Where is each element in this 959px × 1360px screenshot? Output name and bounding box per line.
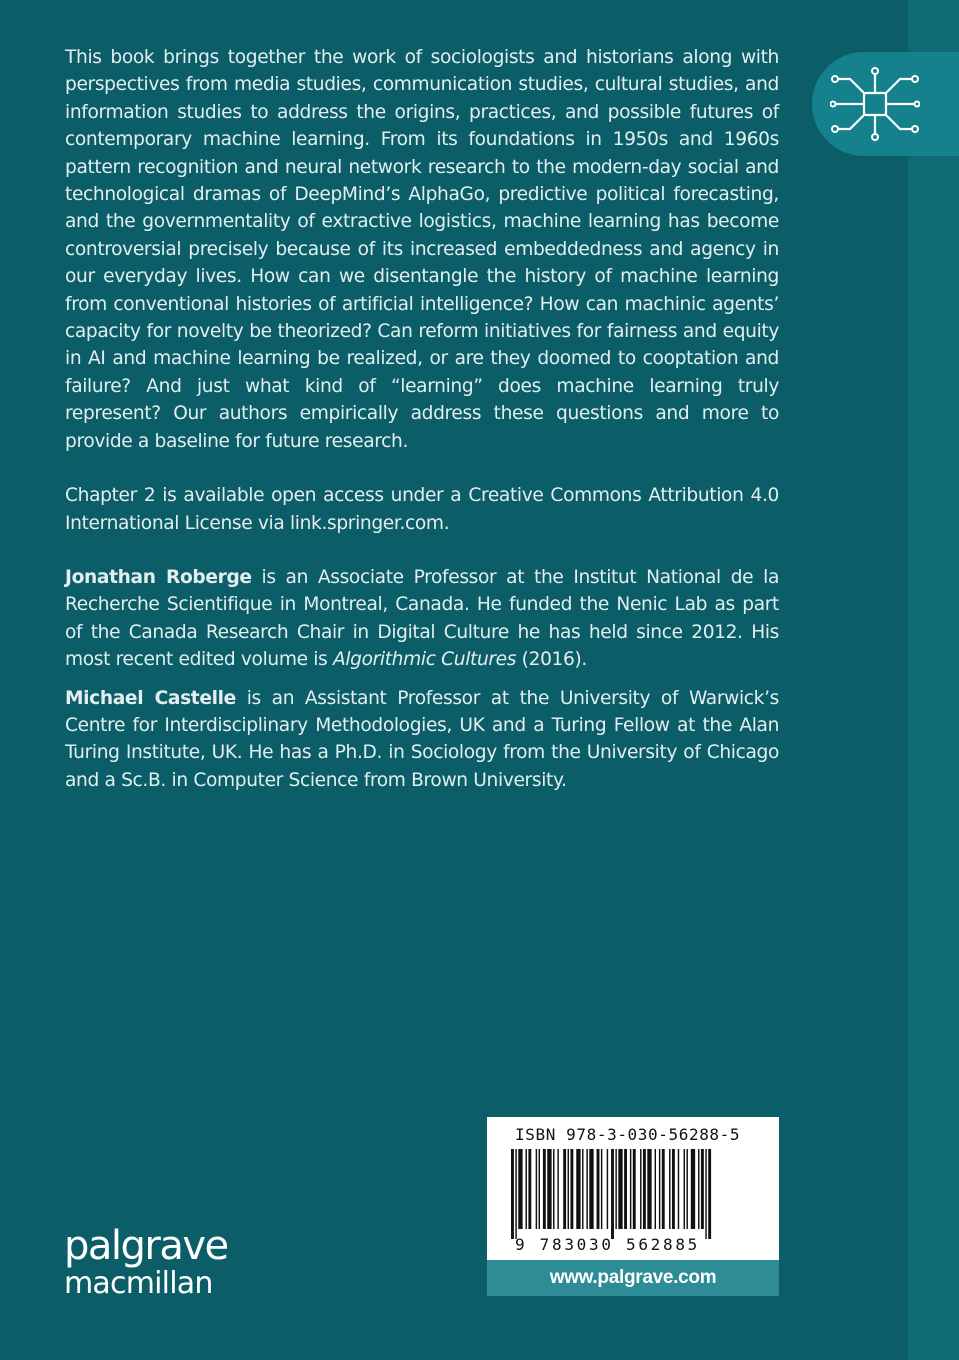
barcode-bar (611, 1149, 614, 1239)
barcode-bar (633, 1149, 636, 1229)
series-logo-tab (812, 52, 959, 156)
barcode-bar (576, 1149, 580, 1229)
barcode-bar (640, 1149, 641, 1229)
barcode-bar (624, 1149, 627, 1229)
barcode-bar (528, 1149, 531, 1229)
barcode-bar (536, 1149, 537, 1229)
barcode-bar (582, 1149, 583, 1229)
publisher-website: www.palgrave.com (487, 1260, 779, 1296)
barcode-bar (607, 1149, 608, 1229)
isbn-label: ISBN 978-3-030-56288-5 (515, 1125, 741, 1144)
barcode-bar (630, 1149, 631, 1229)
publisher-name-line1: palgrave (64, 1223, 228, 1269)
barcode-bar (553, 1149, 554, 1229)
barcode-bar (586, 1149, 587, 1229)
barcode-bar (601, 1149, 602, 1229)
barcode-bar (698, 1149, 699, 1229)
barcode-bar (662, 1149, 665, 1229)
barcode-bar (686, 1149, 687, 1229)
back-cover-text (65, 44, 779, 794)
barcode-bar (526, 1149, 527, 1229)
author-name: Michael Castelle (65, 687, 236, 709)
barcode-bar (511, 1149, 514, 1239)
barcode-bar (539, 1149, 540, 1229)
author-name: Jonathan Roberge (65, 566, 252, 588)
barcode-bar (615, 1149, 616, 1229)
author-bio-castelle (65, 685, 779, 795)
barcode-bar (672, 1149, 675, 1229)
barcode-bar (563, 1149, 566, 1229)
barcode-bar (557, 1149, 558, 1229)
barcode-bar (701, 1149, 704, 1229)
barcode-bars (511, 1149, 757, 1239)
barcode-bar (705, 1149, 706, 1239)
publisher-name-line2: macmillan (64, 1266, 213, 1301)
isbn-barcode (487, 1117, 779, 1260)
barcode-bar (547, 1149, 551, 1229)
barcode-bar (568, 1149, 569, 1229)
barcode-bar (543, 1149, 546, 1229)
book-title: Algorithmic Cultures (332, 649, 517, 671)
author-bio-end: (2016). (516, 649, 587, 671)
barcode-bar (678, 1149, 679, 1229)
barcode-bar (518, 1149, 522, 1229)
open-access-paragraph: Chapter 2 is available open access under a Creative Commons Attribution 4.0 International License via link.springer.com. (65, 485, 779, 534)
author-bio-text: is an Associate Professor at the Institut National de la Recherche Scientifique in Montreal, Canada. He funded the Nenic Lab as part of the Canada Research Chair in Digital Culture he has held since 2012. His most recent edited volume is (65, 566, 779, 671)
barcode-bar (669, 1149, 670, 1229)
barcode-bar (659, 1149, 660, 1229)
barcode-bar (589, 1149, 593, 1229)
barcode-bar (691, 1149, 695, 1229)
author-bio-roberge (65, 564, 779, 674)
barcode-bar (515, 1149, 516, 1239)
author-bio-text: is an Assistant Professor at the University of Warwick’s Centre for Interdisciplinary Methodologies, UK and a Turing Fellow at the Alan Turing Institute, UK. He has a Ph.D. in Sociology from the University of Chicago and a Sc.B. in Computer Science from Brown University. (65, 687, 779, 791)
spine-strip (908, 0, 959, 1360)
publisher-logo (64, 1223, 228, 1302)
circuit-network-icon (830, 66, 920, 142)
barcode-digits: 9 783030 562885 (515, 1235, 700, 1254)
barcode-bar (684, 1149, 685, 1229)
barcode-bar (708, 1149, 711, 1239)
barcode-bar (570, 1149, 573, 1229)
barcode-bar (655, 1149, 656, 1229)
description-paragraph: This book brings together the work of sociologists and historians along with perspectives from media studies, communication studies, cultural studies, and information studies to address the origins, practices, and possible futures of contemporary machine learning. From its foundations in 1950s and 1960s pattern recognition and neural network research to the modern-day social and technological dramas of DeepMind’s AlphaGo, predictive political forecasting, and the governmentality of extractive logistics, machine learning has become controversial precisely because of its increased embeddedness and agency in our everyday lives. How can we disentangle the history of machine learning from conventional histories of artificial intelligence? How can machinic agents’ capacity for novelty be theorized? Can reform initiatives for fairness and equity in AI and machine learning be realized, or are they doomed to cooptation and failure? And just what kind of “learning” does machine learning truly represent? Our authors empirically address these questions and more to provide a baseline for future research. (65, 47, 779, 452)
barcode-bar (618, 1149, 622, 1229)
barcode-bar (643, 1149, 646, 1229)
barcode-bar (647, 1149, 651, 1229)
barcode-bar (597, 1149, 600, 1229)
